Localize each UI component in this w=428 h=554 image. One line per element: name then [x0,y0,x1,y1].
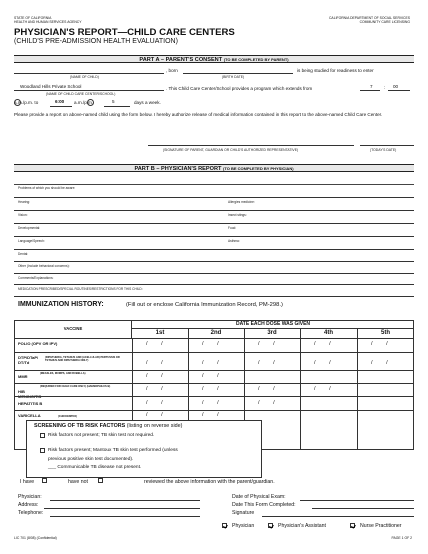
physician-line[interactable] [50,500,200,501]
divider [14,273,414,274]
dose-header: DATE EACH DOSE WAS GIVEN [235,321,311,327]
insect-stings-field[interactable]: Insect stings: [228,213,247,217]
part-b-band [14,164,414,172]
name-of-child-caption: (NAME OF CHILD) [70,75,99,79]
signature-caption: (SIGNATURE OF PARENT, GUARDIAN OR CHILD'S AUTHORIZED REPRESENTATIVE) [163,148,299,152]
part-a-note: (TO BE COMPLETED BY PARENT) [223,57,289,62]
days-text: days a week. [134,100,161,105]
part-a-title: PART A – PARENT'S CONSENT [139,57,223,63]
tb-option-2-checkbox[interactable] [40,448,45,453]
birth-date-caption: (BIRTH DATE) [222,75,245,79]
divider [14,296,414,297]
school-name-value[interactable]: Woodland Hills Private School [20,84,82,89]
exam-date-line[interactable] [300,500,414,501]
medication-field[interactable]: MEDICATION PRESCRIBED/SPECIAL ROUTINES/RESTRICTIONS FOR THIS CHILD: [18,287,143,291]
form-subtitle: (CHILD'S PRE-ADMISSION HEALTH EVALUATION) [14,38,178,45]
dose-date[interactable]: / / [258,341,281,347]
am-selection-circle[interactable] [14,99,21,106]
vision-field[interactable]: Vision: [18,213,28,217]
dose-date[interactable]: / / [314,341,337,347]
pm-selection-circle[interactable] [87,99,94,106]
dose-date[interactable]: / / [146,412,169,418]
address-label: Address: [18,502,39,508]
birth-date-line[interactable] [183,73,293,74]
dental-field[interactable]: Dental: [18,252,29,256]
problems-box [14,184,414,296]
divider [132,328,414,329]
dose-date[interactable]: / / [202,360,225,366]
department-label: CALIFORNIA DEPARTMENT OF SOCIAL SERVICES [328,16,410,20]
born-label: , born [166,68,178,73]
vaccine-dtp-note: (DIPHTHERIA, TETANUS AND (ACELLULAR) PERTUSSIS OR TETANUS AND DIPHTHERIA ONLY) [45,356,120,362]
physician-role-label: Physician [232,523,255,529]
developmental-field[interactable]: Developmental: [18,226,41,230]
tb-communicable-label: ___ Communicable TB disease not present. [48,465,142,470]
from-min-value[interactable]: 00 [393,84,399,89]
tb-option-1-label: Risk factors not present; TB skin test not required. [48,433,155,438]
dose-date[interactable]: / / [202,386,225,392]
division-label: COMMUNITY CARE LICENSING [359,20,410,24]
vaccine-varicella-note: (CHICKENPOX) [58,415,78,418]
dose-date[interactable]: / / [146,360,169,366]
dose-date[interactable]: / / [314,360,337,366]
divider [14,236,414,237]
col-divider [300,329,301,450]
tb-option-1-checkbox[interactable] [40,433,45,438]
vaccine-mmr-note: (MEASLES, MUMPS, AND RUBELLA) [40,372,86,375]
state-label: STATE OF CALIFORNIA [14,16,52,20]
dose-date[interactable]: / / [258,386,281,392]
vaccine-polio: POLIO (OPV OR IPV) [18,341,58,346]
i-have-label: I have [20,479,35,485]
dose-col-2nd: 2nd [210,330,222,336]
vaccine-varicella: VARICELLA [18,413,41,418]
nurse-practitioner-checkbox[interactable] [350,523,355,528]
tb-title [34,423,182,429]
problems-label: Problems of which you should be aware: [18,186,76,190]
consent-paragraph: Please provide a report on above-named child using the form below. I hereby authorize release of medical information contained in this report to the above-named Child Care Center. [14,112,383,117]
studied-text: is being studied for readiness to enter [297,68,374,73]
divider [14,223,414,224]
dose-date[interactable]: / / [146,341,169,347]
have-not-label: have not [68,479,88,485]
dose-col-4th: 4th [324,330,333,336]
hearing-field[interactable]: Hearing: [18,200,31,204]
divider [14,410,414,411]
am-pm-label: a.m./p.m. [74,100,94,105]
physician-assistant-label: Physician's Assistant [278,523,326,529]
dose-date[interactable]: / / [202,412,225,418]
reviewed-text: reviewed the above information with the parent/guardian. [144,479,275,485]
divider [14,352,414,353]
dose-col-5th: 5th [381,330,390,336]
to-time-line [50,106,72,107]
signature-line[interactable] [148,145,354,146]
vaccine-hep-b: HEPATITIS B [18,401,43,406]
physician-label: Physician: [18,494,42,500]
days-value[interactable]: 5 [112,99,115,104]
divider [14,396,414,397]
dose-col-3rd: 3rd [267,330,277,336]
other-field[interactable]: Other (Include behavioral concerns): [18,264,70,268]
today-date-line[interactable] [360,145,414,146]
dose-date[interactable]: / / [146,386,169,392]
dose-date[interactable]: / / [371,341,394,347]
have-not-checkbox[interactable] [98,478,103,483]
nurse-practitioner-label: Nurse Practitioner [360,523,402,529]
divider [14,370,414,371]
tb-option-2-label: Risk factors present; Mantoux TB skin test performed (unless [48,448,178,453]
divider [14,210,414,211]
form-id: LIC 701 (8/08) (Confidential) [14,536,57,540]
divider [14,338,414,339]
divider [14,261,414,262]
divider [14,284,414,285]
vaccine-mmr: MMR [18,374,28,379]
completed-date-line[interactable] [312,508,414,509]
divider [14,197,414,198]
physician-checkbox[interactable] [222,523,227,528]
from-hour-line [360,90,380,91]
from-hour-value[interactable]: 7 [370,84,373,89]
asthma-field[interactable]: Asthma: [228,239,240,243]
time-colon: : [384,85,386,90]
have-checkbox[interactable] [42,478,47,483]
col-divider [357,329,358,450]
address-line[interactable] [44,508,200,509]
school-caption: (NAME OF CHILD CARE CENTER/SCHOOL) [46,92,116,96]
vaccine-hib-note: (REQUIRED FOR CHILD CARE ONLY) (HAEMOPHILUS B) [40,385,111,388]
dose-date[interactable]: / / [202,400,225,406]
language-field[interactable]: Language/Speech: [18,239,45,243]
vaccine-dtp: DTP/DTaP/ DT/Td [18,355,39,365]
comments-field[interactable]: Comments/Explanations: [18,276,54,280]
signature-label: Signature [232,510,255,516]
tb-option-2-cont: previous positive skin test documented). [48,457,134,462]
vaccine-header: VACCINE [63,326,83,331]
am-pm-to-label: a.m./p.m. to [14,100,39,105]
completed-date-label: Date This Form Completed: [232,502,296,508]
from-min-line [388,90,410,91]
program-text: . This Child Care Center/School provides a program which extends from [166,86,313,91]
immunization-instruction: (Fill out or enclose California Immunization Record, PM-298.) [126,302,283,308]
physician-signature-line[interactable] [262,516,414,517]
to-time-value[interactable]: 6:00 [55,99,65,104]
food-field[interactable]: Food: [228,226,237,230]
allergies-field[interactable]: Allergies medicine: [228,200,255,204]
dose-date[interactable]: / / [202,373,225,379]
page-number: PAGE 1 OF 2 [391,536,412,540]
dose-date[interactable]: / / [258,400,281,406]
exam-date-label: Date of Physical Exam: [232,494,286,500]
immunization-title: IMMUNIZATION HISTORY: [18,301,104,308]
dose-date[interactable]: / / [314,386,337,392]
dose-col-1st: 1st [155,330,165,336]
part-a-band [14,55,414,63]
telephone-label: Telephone: [18,510,44,516]
today-date-caption: (TODAY'S DATE) [370,148,397,152]
dose-date[interactable]: / / [258,360,281,366]
dose-date[interactable]: / / [146,400,169,406]
dose-date[interactable]: / / [371,360,394,366]
divider [14,383,414,384]
child-name-line[interactable] [14,73,164,74]
divider [14,249,414,250]
physician-assistant-checkbox[interactable] [268,523,273,528]
tb-title-note: (listing on reverse side) [126,423,183,429]
part-b-title: PART B – PHYSICIAN'S REPORT [134,166,222,172]
tb-title-text: SCREENING OF TB RISK FACTORS [34,423,126,429]
agency-label: HEALTH AND HUMAN SERVICES AGENCY [14,20,82,24]
telephone-line[interactable] [50,516,200,517]
dose-date[interactable]: / / [146,373,169,379]
dose-date[interactable]: / / [202,341,225,347]
vaccine-hib: HIB MENINGITIS [18,389,42,399]
days-line [104,106,130,107]
school-name-line [14,90,164,91]
part-b-note: (TO BE COMPLETED BY PHYSICIAN) [223,166,294,171]
form-title: PHYSICIAN'S REPORT—CHILD CARE CENTERS [14,27,235,38]
